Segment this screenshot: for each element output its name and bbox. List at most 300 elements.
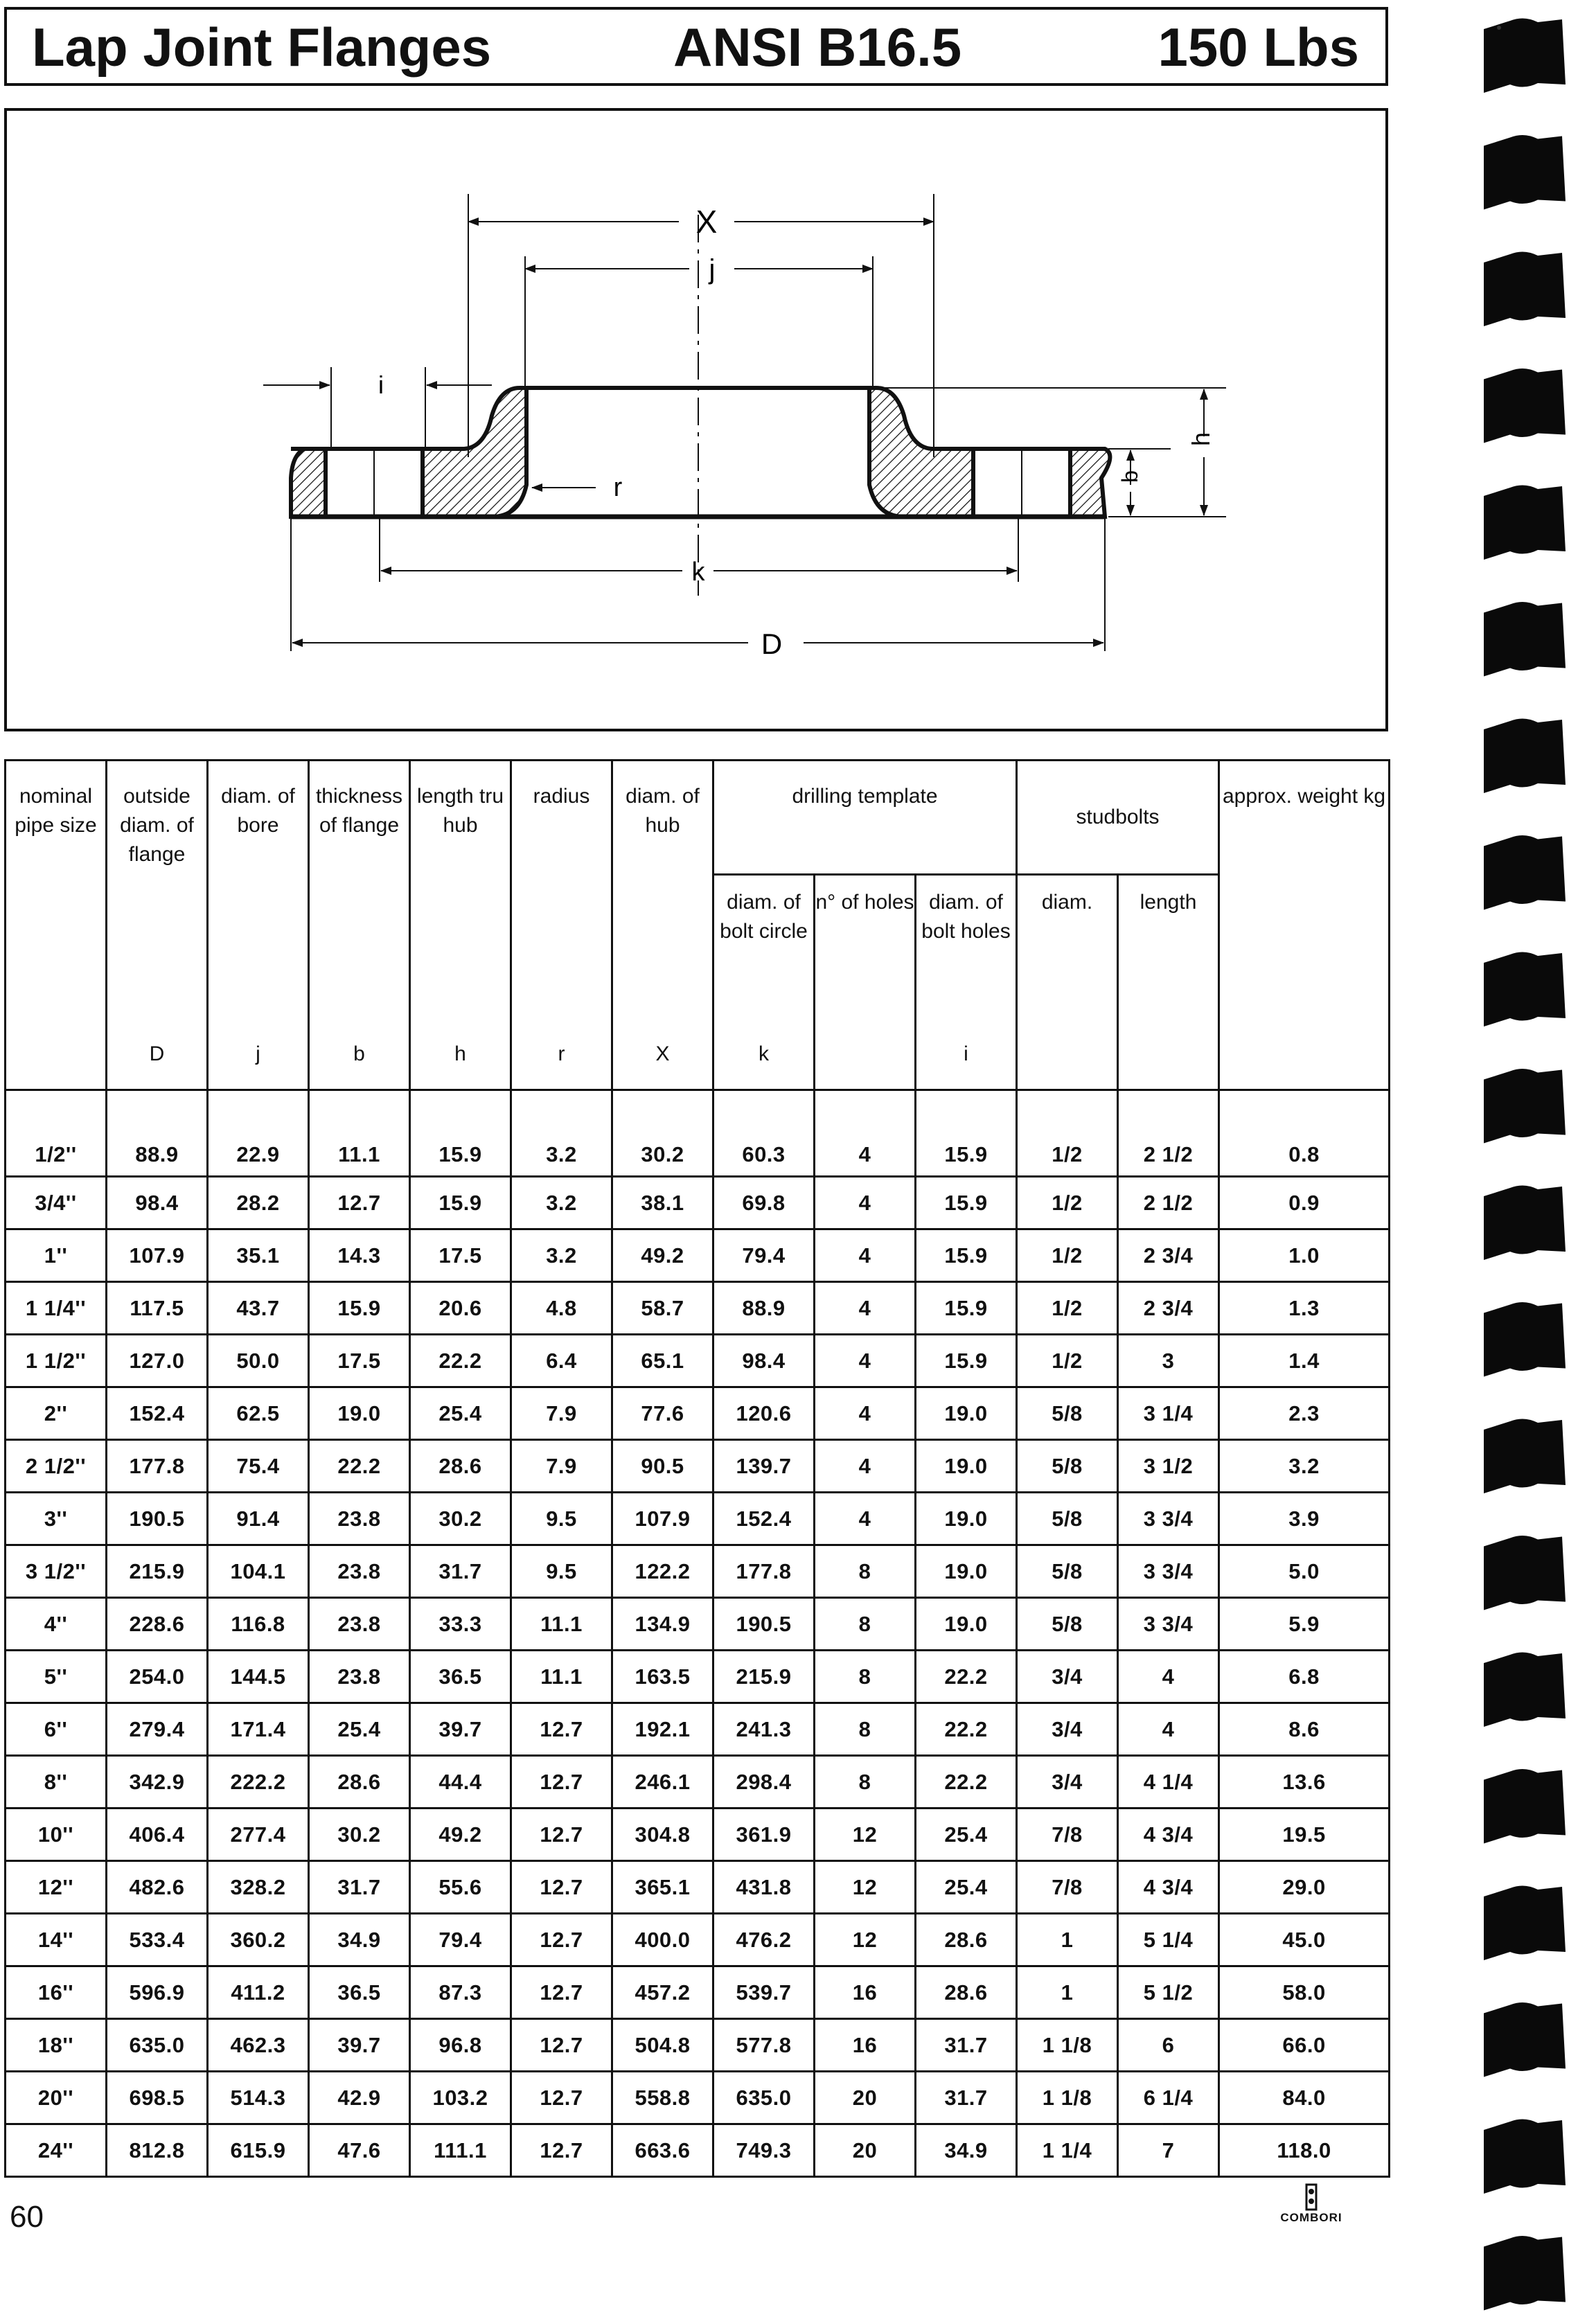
cell-radius: 9.5 <box>511 1545 612 1598</box>
dim-label-j: j <box>709 254 716 285</box>
spiral-loop <box>1484 1069 1566 1144</box>
cell-radius: 6.4 <box>511 1335 612 1387</box>
cell-bolt-hole-diameter: 15.9 <box>916 1282 1017 1335</box>
cell-holes: 20 <box>815 2124 916 2177</box>
cell-stud-diameter: 5/8 <box>1017 1493 1118 1545</box>
cell-holes: 4 <box>815 1229 916 1282</box>
spiral-loop <box>1484 1885 1566 1960</box>
symbol-i: i <box>916 1020 1017 1090</box>
page-number: 60 <box>10 2200 44 2234</box>
cell-stud-length: 4 3/4 <box>1118 1809 1219 1861</box>
header-stud-length: length <box>1118 875 1219 1090</box>
cell-length-tru-hub: 28.6 <box>410 1440 511 1493</box>
cell-bolt-hole-diameter: 19.0 <box>916 1545 1017 1598</box>
cell-bolt-hole-diameter: 19.0 <box>916 1387 1017 1440</box>
table-row <box>6 1282 1390 1335</box>
cell-bolt-circle: 79.4 <box>713 1229 815 1282</box>
table-row <box>6 2124 1390 2177</box>
cell-stud-diameter: 1/2 <box>1017 1282 1118 1335</box>
cell-nominal-size: 5'' <box>6 1651 107 1703</box>
cell-radius: 12.7 <box>511 2019 612 2072</box>
cell-nominal-size: 16'' <box>6 1966 107 2019</box>
cell-stud-diameter: 5/8 <box>1017 1598 1118 1651</box>
symbol-h: h <box>410 1020 511 1090</box>
cell-outside-diameter: 177.8 <box>107 1440 208 1493</box>
cell-holes: 16 <box>815 1966 916 2019</box>
cell-outside-diameter: 98.4 <box>107 1177 208 1229</box>
cell-length-tru-hub: 25.4 <box>410 1387 511 1440</box>
symbol-b: b <box>309 1020 410 1090</box>
cell-stud-length: 6 1/4 <box>1118 2072 1219 2124</box>
spiral-loop <box>1484 368 1566 443</box>
cell-weight: 3.2 <box>1219 1440 1390 1493</box>
cell-weight: 84.0 <box>1219 2072 1390 2124</box>
cell-stud-diameter: 3/4 <box>1017 1756 1118 1809</box>
cell-weight: 0.8 <box>1219 1090 1390 1177</box>
cell-bore-diameter: 462.3 <box>208 2019 309 2072</box>
cell-radius: 12.7 <box>511 1914 612 1966</box>
cell-holes: 4 <box>815 1282 916 1335</box>
cell-outside-diameter: 406.4 <box>107 1809 208 1861</box>
cell-outside-diameter: 533.4 <box>107 1914 208 1966</box>
cell-stud-diameter: 3/4 <box>1017 1651 1118 1703</box>
cell-holes: 12 <box>815 1809 916 1861</box>
cell-bore-diameter: 514.3 <box>208 2072 309 2124</box>
cell-weight: 13.6 <box>1219 1756 1390 1809</box>
cell-outside-diameter: 596.9 <box>107 1966 208 2019</box>
table-row <box>6 1229 1390 1282</box>
cell-outside-diameter: 635.0 <box>107 2019 208 2072</box>
cell-length-tru-hub: 15.9 <box>410 1090 511 1177</box>
cell-nominal-size: 2 1/2'' <box>6 1440 107 1493</box>
cell-hub-diameter: 304.8 <box>612 1809 713 1861</box>
cell-nominal-size: 24'' <box>6 2124 107 2177</box>
cell-holes: 4 <box>815 1335 916 1387</box>
cell-bore-diameter: 91.4 <box>208 1493 309 1545</box>
cell-nominal-size: 1 1/4'' <box>6 1282 107 1335</box>
cell-stud-length: 3 3/4 <box>1118 1598 1219 1651</box>
cell-bore-diameter: 411.2 <box>208 1966 309 2019</box>
cell-length-tru-hub: 39.7 <box>410 1703 511 1756</box>
cell-weight: 19.5 <box>1219 1809 1390 1861</box>
cell-bolt-hole-diameter: 15.9 <box>916 1177 1017 1229</box>
cell-weight: 3.9 <box>1219 1493 1390 1545</box>
spiral-loop <box>1484 2236 1566 2311</box>
cell-bolt-circle: 60.3 <box>713 1090 815 1177</box>
dim-label-d: D <box>761 628 783 660</box>
cell-radius: 3.2 <box>511 1229 612 1282</box>
cell-stud-diameter: 1/2 <box>1017 1335 1118 1387</box>
table-row <box>6 1545 1390 1598</box>
cell-bolt-circle: 215.9 <box>713 1651 815 1703</box>
cell-bolt-hole-diameter: 28.6 <box>916 1914 1017 1966</box>
cell-stud-length: 5 1/4 <box>1118 1914 1219 1966</box>
cell-holes: 16 <box>815 2019 916 2072</box>
cell-length-tru-hub: 49.2 <box>410 1809 511 1861</box>
cell-stud-diameter: 5/8 <box>1017 1440 1118 1493</box>
cell-stud-length: 2 1/2 <box>1118 1177 1219 1229</box>
cell-thickness: 12.7 <box>309 1177 410 1229</box>
cell-bolt-circle: 431.8 <box>713 1861 815 1914</box>
logo-text: COMBORI <box>1280 2211 1342 2224</box>
cell-hub-diameter: 246.1 <box>612 1756 713 1809</box>
cell-bore-diameter: 116.8 <box>208 1598 309 1651</box>
cell-stud-length: 3 <box>1118 1335 1219 1387</box>
cell-nominal-size: 20'' <box>6 2072 107 2124</box>
cell-stud-diameter: 1 1/8 <box>1017 2072 1118 2124</box>
cell-outside-diameter: 88.9 <box>107 1090 208 1177</box>
cell-weight: 6.8 <box>1219 1651 1390 1703</box>
cell-hub-diameter: 457.2 <box>612 1966 713 2019</box>
cell-bolt-hole-diameter: 15.9 <box>916 1229 1017 1282</box>
table-row <box>6 1387 1390 1440</box>
cell-thickness: 30.2 <box>309 1809 410 1861</box>
cell-bolt-circle: 298.4 <box>713 1756 815 1809</box>
cell-bolt-circle: 361.9 <box>713 1809 815 1861</box>
cell-length-tru-hub: 96.8 <box>410 2019 511 2072</box>
cell-holes: 4 <box>815 1090 916 1177</box>
cell-weight: 1.0 <box>1219 1229 1390 1282</box>
cell-bolt-circle: 88.9 <box>713 1282 815 1335</box>
cell-holes: 8 <box>815 1545 916 1598</box>
dim-label-r: r <box>613 473 623 502</box>
title-bar <box>4 7 1388 86</box>
table-body <box>6 1090 1390 2177</box>
cell-hub-diameter: 77.6 <box>612 1387 713 1440</box>
table-row <box>6 1090 1390 1177</box>
cell-hub-diameter: 38.1 <box>612 1177 713 1229</box>
cell-bolt-hole-diameter: 28.6 <box>916 1966 1017 2019</box>
header-drilling-template: drilling template <box>713 761 1017 875</box>
cell-nominal-size: 3/4'' <box>6 1177 107 1229</box>
cell-hub-diameter: 558.8 <box>612 2072 713 2124</box>
cell-length-tru-hub: 20.6 <box>410 1282 511 1335</box>
cell-bore-diameter: 171.4 <box>208 1703 309 1756</box>
cell-nominal-size: 4'' <box>6 1598 107 1651</box>
cell-length-tru-hub: 44.4 <box>410 1756 511 1809</box>
spiral-loop <box>1484 602 1566 677</box>
cell-stud-diameter: 7/8 <box>1017 1809 1118 1861</box>
cell-stud-length: 6 <box>1118 2019 1219 2072</box>
cell-bore-diameter: 28.2 <box>208 1177 309 1229</box>
spiral-loop <box>1484 18 1566 93</box>
cell-hub-diameter: 58.7 <box>612 1282 713 1335</box>
cell-bolt-hole-diameter: 31.7 <box>916 2019 1017 2072</box>
cell-bolt-circle: 139.7 <box>713 1440 815 1493</box>
dim-label-b: b <box>1117 470 1142 483</box>
cell-radius: 12.7 <box>511 2072 612 2124</box>
cell-radius: 12.7 <box>511 1861 612 1914</box>
cell-thickness: 15.9 <box>309 1282 410 1335</box>
table-row <box>6 1598 1390 1651</box>
cell-bolt-hole-diameter: 19.0 <box>916 1598 1017 1651</box>
cell-thickness: 19.0 <box>309 1387 410 1440</box>
cell-bolt-circle: 69.8 <box>713 1177 815 1229</box>
cell-hub-diameter: 65.1 <box>612 1335 713 1387</box>
flange-right-section <box>869 388 1110 517</box>
cell-stud-diameter: 1/2 <box>1017 1177 1118 1229</box>
cell-weight: 29.0 <box>1219 1861 1390 1914</box>
cell-length-tru-hub: 15.9 <box>410 1177 511 1229</box>
cell-hub-diameter: 365.1 <box>612 1861 713 1914</box>
cell-weight: 2.3 <box>1219 1387 1390 1440</box>
table-row <box>6 2019 1390 2072</box>
spiral-loop <box>1484 835 1566 910</box>
cell-stud-length: 3 1/4 <box>1118 1387 1219 1440</box>
cell-length-tru-hub: 22.2 <box>410 1335 511 1387</box>
cell-bolt-circle: 120.6 <box>713 1387 815 1440</box>
dimension-table <box>4 759 1388 2164</box>
cell-hub-diameter: 663.6 <box>612 2124 713 2177</box>
cell-bore-diameter: 50.0 <box>208 1335 309 1387</box>
cell-bolt-circle: 539.7 <box>713 1966 815 2019</box>
cell-length-tru-hub: 33.3 <box>410 1598 511 1651</box>
cell-outside-diameter: 254.0 <box>107 1651 208 1703</box>
cell-bore-diameter: 144.5 <box>208 1651 309 1703</box>
header-approx-weight: approx. weight kg <box>1219 761 1390 1090</box>
cell-radius: 9.5 <box>511 1493 612 1545</box>
cell-stud-length: 5 1/2 <box>1118 1966 1219 2019</box>
cell-thickness: 36.5 <box>309 1966 410 2019</box>
spiral-loop <box>1484 1302 1566 1377</box>
cell-thickness: 14.3 <box>309 1229 410 1282</box>
cell-thickness: 23.8 <box>309 1598 410 1651</box>
cell-bore-diameter: 22.9 <box>208 1090 309 1177</box>
cell-stud-length: 3 1/2 <box>1118 1440 1219 1493</box>
spiral-binding <box>1469 0 1596 2319</box>
spiral-loop <box>1484 485 1566 560</box>
cell-outside-diameter: 698.5 <box>107 2072 208 2124</box>
cell-weight: 5.9 <box>1219 1598 1390 1651</box>
cell-bolt-hole-diameter: 19.0 <box>916 1440 1017 1493</box>
cell-stud-length: 4 <box>1118 1651 1219 1703</box>
cell-radius: 11.1 <box>511 1598 612 1651</box>
cell-hub-diameter: 134.9 <box>612 1598 713 1651</box>
header-hub-diameter: diam. of hub <box>612 761 713 1020</box>
cell-outside-diameter: 812.8 <box>107 2124 208 2177</box>
cell-nominal-size: 1 1/2'' <box>6 1335 107 1387</box>
cell-outside-diameter: 342.9 <box>107 1756 208 1809</box>
cell-bolt-hole-diameter: 22.2 <box>916 1756 1017 1809</box>
cell-stud-diameter: 1 <box>1017 1966 1118 2019</box>
symbol-x: X <box>612 1020 713 1090</box>
cell-nominal-size: 2'' <box>6 1387 107 1440</box>
table-row <box>6 2072 1390 2124</box>
cell-thickness: 23.8 <box>309 1493 410 1545</box>
cell-outside-diameter: 152.4 <box>107 1387 208 1440</box>
cell-stud-length: 4 3/4 <box>1118 1861 1219 1914</box>
cell-length-tru-hub: 17.5 <box>410 1229 511 1282</box>
cell-bolt-hole-diameter: 22.2 <box>916 1651 1017 1703</box>
cell-bolt-circle: 476.2 <box>713 1914 815 1966</box>
spiral-loop <box>1484 251 1566 326</box>
spiral-loop <box>1484 1652 1566 1727</box>
cell-bore-diameter: 43.7 <box>208 1282 309 1335</box>
flange-cross-section <box>7 111 1385 729</box>
cell-bolt-hole-diameter: 25.4 <box>916 1861 1017 1914</box>
cell-thickness: 22.2 <box>309 1440 410 1493</box>
cell-thickness: 11.1 <box>309 1090 410 1177</box>
cell-outside-diameter: 107.9 <box>107 1229 208 1282</box>
cell-holes: 8 <box>815 1651 916 1703</box>
cell-thickness: 47.6 <box>309 2124 410 2177</box>
cell-outside-diameter: 228.6 <box>107 1598 208 1651</box>
cell-stud-diameter: 1/2 <box>1017 1229 1118 1282</box>
cell-outside-diameter: 190.5 <box>107 1493 208 1545</box>
cell-stud-diameter: 1 1/4 <box>1017 2124 1118 2177</box>
header-length-tru-hub: length tru hub <box>410 761 511 1020</box>
table-row <box>6 1493 1390 1545</box>
cell-length-tru-hub: 111.1 <box>410 2124 511 2177</box>
cell-hub-diameter: 504.8 <box>612 2019 713 2072</box>
cell-length-tru-hub: 103.2 <box>410 2072 511 2124</box>
cell-radius: 7.9 <box>511 1440 612 1493</box>
header-studbolts: studbolts <box>1017 761 1219 875</box>
cell-bolt-circle: 98.4 <box>713 1335 815 1387</box>
cell-radius: 12.7 <box>511 1809 612 1861</box>
cell-bolt-circle: 177.8 <box>713 1545 815 1598</box>
cell-stud-length: 4 <box>1118 1703 1219 1756</box>
cell-holes: 4 <box>815 1177 916 1229</box>
cell-hub-diameter: 90.5 <box>612 1440 713 1493</box>
symbol-j: j <box>208 1020 309 1090</box>
symbol-d: D <box>107 1020 208 1090</box>
spiral-loop <box>1484 1419 1566 1493</box>
cell-nominal-size: 6'' <box>6 1703 107 1756</box>
cell-outside-diameter: 482.6 <box>107 1861 208 1914</box>
cell-length-tru-hub: 30.2 <box>410 1493 511 1545</box>
symbol-nominal <box>6 1020 107 1090</box>
cell-nominal-size: 1'' <box>6 1229 107 1282</box>
standard-label: ANSI B16.5 <box>673 17 962 78</box>
table-row <box>6 1335 1390 1387</box>
page-title: Lap Joint Flanges <box>32 17 492 78</box>
header-bolt-circle: diam. of bolt circle <box>713 875 815 1020</box>
header-bore-diameter: diam. of bore <box>208 761 309 1020</box>
cell-weight: 0.9 <box>1219 1177 1390 1229</box>
cell-stud-length: 2 3/4 <box>1118 1229 1219 1282</box>
cell-holes: 12 <box>815 1914 916 1966</box>
table-row <box>6 1809 1390 1861</box>
cell-bore-diameter: 328.2 <box>208 1861 309 1914</box>
cell-stud-diameter: 1 1/8 <box>1017 2019 1118 2072</box>
cell-thickness: 17.5 <box>309 1335 410 1387</box>
cell-bolt-circle: 749.3 <box>713 2124 815 2177</box>
cell-thickness: 42.9 <box>309 2072 410 2124</box>
cell-hub-diameter: 163.5 <box>612 1651 713 1703</box>
cell-bolt-hole-diameter: 19.0 <box>916 1493 1017 1545</box>
cell-bolt-hole-diameter: 34.9 <box>916 2124 1017 2177</box>
spiral-loop <box>1484 135 1566 210</box>
symbol-k: k <box>713 1020 815 1090</box>
cell-weight: 1.3 <box>1219 1282 1390 1335</box>
cell-nominal-size: 3 1/2'' <box>6 1545 107 1598</box>
cell-weight: 1.4 <box>1219 1335 1390 1387</box>
header-nominal-pipe-size: nominal pipe size <box>6 761 107 1020</box>
cell-length-tru-hub: 79.4 <box>410 1914 511 1966</box>
cell-bolt-hole-diameter: 15.9 <box>916 1335 1017 1387</box>
cell-holes: 20 <box>815 2072 916 2124</box>
cell-stud-diameter: 5/8 <box>1017 1387 1118 1440</box>
cell-bolt-hole-diameter: 31.7 <box>916 2072 1017 2124</box>
cell-radius: 7.9 <box>511 1387 612 1440</box>
table-row <box>6 1861 1390 1914</box>
header-flange-thickness: thickness of flange <box>309 761 410 1020</box>
cell-length-tru-hub: 31.7 <box>410 1545 511 1598</box>
cell-stud-diameter: 1/2 <box>1017 1090 1118 1177</box>
cell-nominal-size: 8'' <box>6 1756 107 1809</box>
cell-hub-diameter: 30.2 <box>612 1090 713 1177</box>
table-row <box>6 1966 1390 2019</box>
cell-holes: 4 <box>815 1440 916 1493</box>
cell-thickness: 23.8 <box>309 1651 410 1703</box>
cell-bolt-hole-diameter: 22.2 <box>916 1703 1017 1756</box>
cell-stud-diameter: 1 <box>1017 1914 1118 1966</box>
publisher-logo <box>1270 2182 1352 2232</box>
cell-nominal-size: 1/2'' <box>6 1090 107 1177</box>
table-row <box>6 1914 1390 1966</box>
header-outside-diameter: outside diam. of flange <box>107 761 208 1020</box>
cell-holes: 8 <box>815 1703 916 1756</box>
flange-left-section <box>291 388 533 517</box>
cell-holes: 8 <box>815 1598 916 1651</box>
cell-nominal-size: 18'' <box>6 2019 107 2072</box>
spiral-loop <box>1484 2119 1566 2194</box>
cell-radius: 12.7 <box>511 1966 612 2019</box>
cell-thickness: 34.9 <box>309 1914 410 1966</box>
table-row <box>6 1440 1390 1493</box>
cell-radius: 11.1 <box>511 1651 612 1703</box>
logo-icon <box>1270 2182 1352 2212</box>
cell-nominal-size: 12'' <box>6 1861 107 1914</box>
cell-thickness: 31.7 <box>309 1861 410 1914</box>
pressure-class-label: 150 Lbs <box>1158 17 1359 78</box>
cell-stud-diameter: 5/8 <box>1017 1545 1118 1598</box>
cell-hub-diameter: 49.2 <box>612 1229 713 1282</box>
cell-nominal-size: 14'' <box>6 1914 107 1966</box>
cell-bolt-circle: 241.3 <box>713 1703 815 1756</box>
cell-stud-length: 7 <box>1118 2124 1219 2177</box>
cell-bore-diameter: 35.1 <box>208 1229 309 1282</box>
cell-thickness: 23.8 <box>309 1545 410 1598</box>
cell-stud-length: 2 1/2 <box>1118 1090 1219 1177</box>
spiral-loop <box>1484 1185 1566 1260</box>
cell-thickness: 25.4 <box>309 1703 410 1756</box>
cell-bolt-circle: 190.5 <box>713 1598 815 1651</box>
cell-bore-diameter: 104.1 <box>208 1545 309 1598</box>
cell-bolt-circle: 635.0 <box>713 2072 815 2124</box>
header-radius: radius <box>511 761 612 1020</box>
dim-label-x: X <box>695 204 718 240</box>
header-bolt-hole-diameter: diam. of bolt holes <box>916 875 1017 1020</box>
symbol-r: r <box>511 1020 612 1090</box>
cell-outside-diameter: 117.5 <box>107 1282 208 1335</box>
cell-stud-length: 4 1/4 <box>1118 1756 1219 1809</box>
cell-bore-diameter: 62.5 <box>208 1387 309 1440</box>
spiral-loop <box>1484 1769 1566 1844</box>
cell-bolt-circle: 577.8 <box>713 2019 815 2072</box>
dim-label-h: h <box>1187 432 1215 447</box>
cell-radius: 12.7 <box>511 2124 612 2177</box>
cell-hub-diameter: 107.9 <box>612 1493 713 1545</box>
flange-spec-table <box>4 759 1390 2178</box>
cell-holes: 4 <box>815 1493 916 1545</box>
cell-radius: 12.7 <box>511 1756 612 1809</box>
cell-bolt-hole-diameter: 15.9 <box>916 1090 1017 1177</box>
cell-radius: 4.8 <box>511 1282 612 1335</box>
cell-stud-length: 2 3/4 <box>1118 1282 1219 1335</box>
flange-drawing <box>4 108 1388 731</box>
